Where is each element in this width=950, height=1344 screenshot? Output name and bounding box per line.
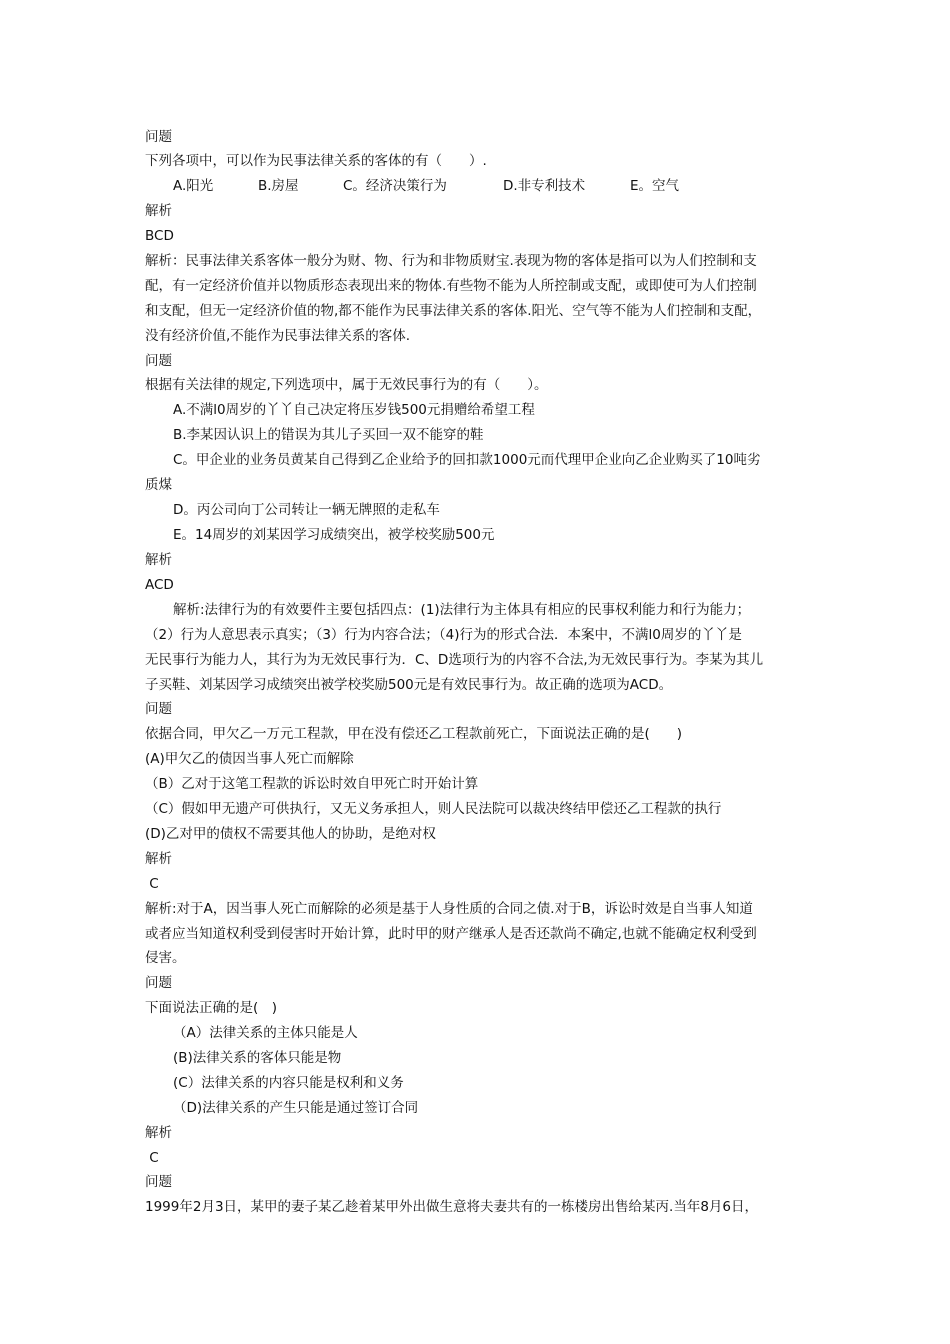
option-b: B.房屋 <box>258 178 299 194</box>
analysis-label: 解析 <box>145 552 172 568</box>
option-d: D.非专利技术 <box>503 178 586 194</box>
option-a: A.阳光 <box>173 178 214 194</box>
option-a: （A）法律关系的主体只能是人 <box>173 1025 358 1041</box>
explanation-line: 无民事行为能力人，其行为为无效民事行为．C、D选项行为的内容不合法,为无效民事行为。李某为其儿 <box>145 652 764 668</box>
explanation-line: 解析:法律行为的有效要件主要包括四点：(1)法律行为主体具有相应的民事权利能力和行为能力； <box>173 602 751 618</box>
analysis-label: 解析 <box>145 851 172 867</box>
option-b: （B）乙对于这笔工程款的诉讼时效自甲死亡时开始计算 <box>145 776 479 792</box>
explanation-line: （2）行为人意思表示真实；（3）行为内容合法；（4)行为的形式合法．本案中，不满l0周岁的丫丫是 <box>145 627 742 643</box>
option-c: C。经济决策行为 <box>343 178 447 194</box>
question-text: 1999年2月3日，某甲的妻子某乙趁着某甲外出做生意将夫妻共有的一栋楼房出售给某丙.当年8月6日， <box>145 1199 759 1215</box>
option-d: （D)法律关系的产生只能是通过签订合同 <box>173 1100 419 1116</box>
option-row <box>0 176 950 196</box>
answer: C <box>145 1150 159 1166</box>
analysis-label: 解析 <box>145 203 172 219</box>
explanation-line: 或者应当知道权利受到侵害时开始计算，此时甲的财产继承人是否还款尚不确定,也就不能确定权利受到 <box>145 926 757 942</box>
question-text: 根据有关法律的规定,下列选项中，属于无效民事行为的有（ ）。 <box>145 377 548 393</box>
analysis-label: 解析 <box>145 1125 172 1141</box>
option-e: E。空气 <box>630 178 680 194</box>
question-label: 问题 <box>145 701 172 717</box>
option-b: B.李某因认识上的错误为其儿子买回一双不能穿的鞋 <box>173 427 484 443</box>
question-label: 问题 <box>145 1174 172 1190</box>
explanation-line: 解析：民事法律关系客体一般分为财、物、行为和非物质财宝.表现为物的客体是指可以为人们控制和支 <box>145 253 757 269</box>
option-c-continued: 质煤 <box>145 477 172 493</box>
option-b: (B)法律关系的客体只能是物 <box>173 1050 342 1066</box>
explanation-line: 和支配，但无一定经济价值的物,都不能作为民事法律关系的客体.阳光、空气等不能为人们控制和支配， <box>145 303 762 319</box>
option-d: D。丙公司向丁公司转让一辆无牌照的走私车 <box>173 502 440 518</box>
question-text: 下面说法正确的是( ) <box>145 1000 278 1016</box>
explanation-line: 侵害。 <box>145 950 186 966</box>
option-e: E。14周岁的刘某因学习成绩突出，被学校奖励500元 <box>173 527 495 543</box>
question-label: 问题 <box>145 353 172 369</box>
question-text: 下列各项中，可以作为民事法律关系的客体的有（ ）. <box>145 153 487 169</box>
option-c: （C）假如甲无遗产可供执行，又无义务承担人，则人民法院可以裁决终结甲偿还乙工程款的执行 <box>145 801 722 817</box>
option-a: A.不满l0周岁的丫丫自己决定将压岁钱500元捐赠给希望工程 <box>173 402 535 418</box>
answer: ACD <box>145 577 174 593</box>
explanation-line: 解析:对于A，因当事人死亡而解除的必须是基于人身性质的合同之债.对于B，诉讼时效是自当事人知道 <box>145 901 753 917</box>
answer: BCD <box>145 228 174 244</box>
question-text: 依据合同，甲欠乙一万元工程款，甲在没有偿还乙工程款前死亡，下面说法正确的是( ) <box>145 726 683 742</box>
question-label: 问题 <box>145 129 172 145</box>
option-a: (A)甲欠乙的债因当事人死亡而解除 <box>145 751 354 767</box>
explanation-line: 配，有一定经济价值并以物质形态表现出来的物体.有些物不能为人所控制或支配，或即使可为人们控制 <box>145 278 757 294</box>
option-d: (D)乙对甲的债权不需要其他人的协助，是绝对权 <box>145 826 436 842</box>
explanation-line: 没有经济价值,不能作为民事法律关系的客体. <box>145 328 411 344</box>
option-c: C。甲企业的业务员黄某自己得到乙企业给予的回扣款1000元而代理甲企业向乙企业购买了10吨劣 <box>173 452 761 468</box>
question-label: 问题 <box>145 975 172 991</box>
option-c: (C）法律关系的内容只能是权利和义务 <box>173 1075 404 1091</box>
answer: C <box>145 876 159 892</box>
explanation-line: 子买鞋、刘某因学习成绩突出被学校奖励500元是有效民事行为。故正确的选项为ACD。 <box>145 677 673 693</box>
